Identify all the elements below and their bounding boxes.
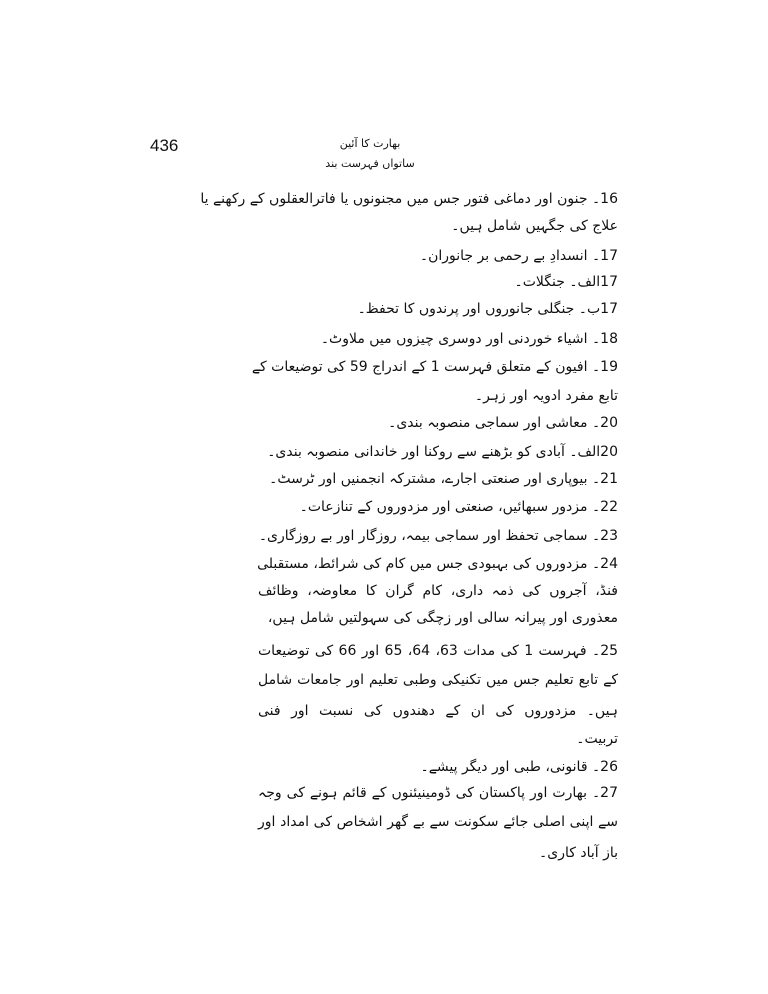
entry-26: 26۔ قانونی، طبی اور دیگر پیشے۔	[420, 759, 618, 775]
entry-18: 18۔ اشیاء خوردنی اور دوسری چیزوں میں ملاوٹ۔	[320, 331, 618, 347]
entry-20: 20۔ معاشی اور سماجی منصوبہ بندی۔	[388, 415, 618, 431]
entry-25-line-1: 25۔ فہرست 1 کی مدات 63، 64، 65 اور 66 کی توضیعات	[258, 643, 619, 659]
entry-27-line-2: سے اپنی اصلی جائے سکونت سے بے گھر اشخاص کی امداد اور	[258, 814, 618, 830]
entry-27-line-3: باز آباد کاری۔	[539, 845, 618, 861]
running-head-subtitle: ساتواں فہرست بند	[325, 157, 415, 170]
entry-20a: 20الف۔ آبادی کو بڑھنے سے روکنا اور خاندانی منصوبہ بندی۔	[267, 444, 618, 460]
entry-21: 21۔ بیوپاری اور صنعتی اجارے، مشترکہ انجمنیں اور ٹرسٹ۔	[269, 471, 618, 487]
entry-17a: 17الف۔ جنگلات۔	[514, 274, 618, 290]
entry-19-line-2: تابع مفرد ادویہ اور زہر۔	[474, 388, 618, 404]
entry-24-line-2: فنڈ، آجروں کی ذمہ داری، کام گران کا معاوضہ، وظائف	[258, 583, 618, 599]
entry-16-line-2: علاج کی جگہیں شامل ہیں۔	[451, 218, 618, 234]
entry-24-line-3: معذوری اور پیرانہ سالی اور زچگی کی سہولتیں شامل ہیں،	[267, 610, 618, 626]
entry-17: 17۔ انسدادِ بے رحمی بر جانوران۔	[419, 248, 618, 264]
entry-27-line-1: 27۔ بھارت اور پاکستان کی ڈومینیئنوں کے قائم ہونے کی وجہ	[258, 785, 618, 801]
entry-22: 22۔ مزدور سبھائیں، صنعتی اور مزدوروں کے تنازعات۔	[299, 499, 618, 515]
running-head-title: بھارت کا آئین	[339, 137, 401, 150]
entry-17b: 17ب۔ جنگلی جانوروں اور پرندوں کا تحفظ۔	[357, 301, 618, 317]
entry-19-line-1: 19۔ افیون کے متعلق فہرست 1 کے اندراج 59 کی توضیعات کے	[251, 359, 618, 375]
entry-24-line-1: 24۔ مزدوروں کی بہبودی جس میں کام کی شرائط، مستقبلی	[257, 556, 618, 572]
entry-16-line-1: 16۔ جنون اور دماغی فتور جس میں مجنونوں یا فاترالعقلوں کے رکھنے یا	[200, 191, 618, 207]
entry-25-line-4: تربیت۔	[576, 731, 618, 747]
entry-23: 23۔ سماجی تحفظ اور سماجی بیمہ، روزگار اور بے روزگاری۔	[258, 528, 618, 544]
page-number: 436	[150, 136, 179, 155]
entry-25-line-2: کے تابع تعلیم جس میں تکنیکی وطبی تعلیم اور جامعات شامل	[258, 672, 618, 688]
entry-25-line-3: ہیں۔ مزدوروں کی ان کے دھندوں کی نسبت اور فنی	[258, 703, 618, 719]
